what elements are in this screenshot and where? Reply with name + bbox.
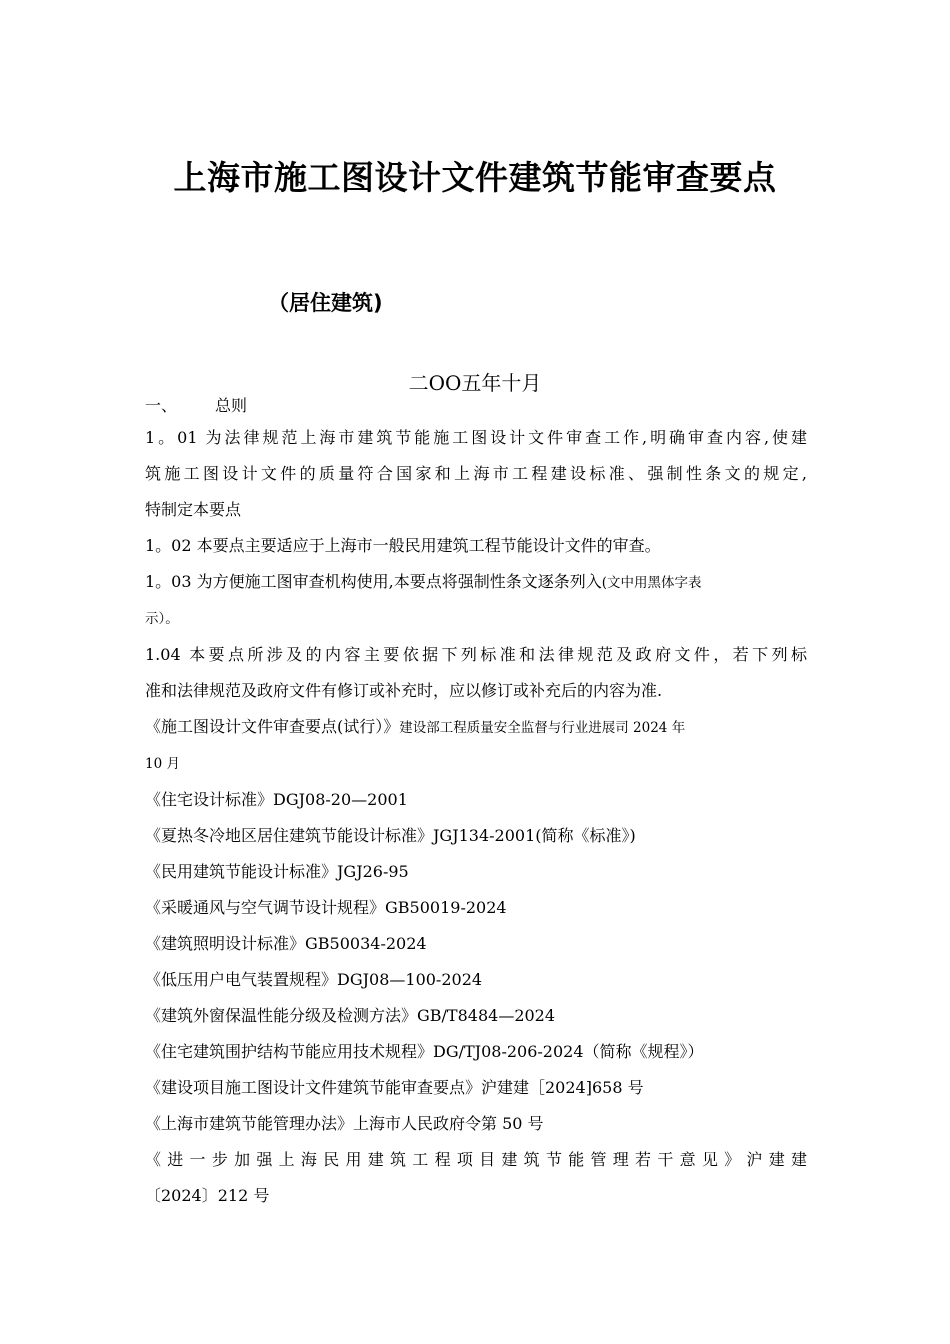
reference-12-line-1: 《进一步加强上海民用建筑工程项目建筑节能管理若干意见》沪建建 (145, 1150, 807, 1169)
clause-1-02: 1。02 本要点主要适应于上海市一般民用建筑工程节能设计文件的审查。 (145, 536, 661, 555)
clause-1-04-line-2: 准和法律规范及政府文件有修订或补充时，应以修订或补充后的内容为准. (145, 681, 663, 700)
reference-9: 《住宅建筑围护结构节能应用技术规程》DG/TJ08-206-2024（简称《规程》） (145, 1042, 704, 1061)
reference-3: 《夏热冬冷地区居住建筑节能设计标准》JGJ134-2001(简称《标准》) (145, 826, 636, 845)
document-title: 上海市施工图设计文件建筑节能审查要点 (173, 158, 777, 197)
reference-1-line-1 (145, 709, 807, 746)
clause-1-04-line-1: 1.04 本要点所涉及的内容主要依据下列标准和法律规范及政府文件，若下列标 (145, 645, 807, 664)
reference-6: 《建筑照明设计标准》GB50034-2024 (145, 934, 427, 953)
document-subtitle: （居住建筑) (268, 291, 383, 315)
document-date: 二OO五年十月 (408, 371, 542, 395)
clause-1-03-note: (文中用黑体字表 (601, 575, 702, 591)
clause-1-03-text: 1。03 为方便施工图审查机构使用,本要点将强制性条文逐条列入 (145, 572, 602, 591)
reference-11: 《上海市建筑节能管理办法》上海市人民政府令第 50 号 (145, 1114, 544, 1133)
clause-1-03-line-1 (145, 564, 807, 601)
section-title: 总则 (215, 396, 248, 415)
clause-1-01-line-3: 特制定本要点 (145, 500, 242, 519)
clause-1-01-line-1: 1。01 为法律规范上海市建筑节能施工图设计文件审查工作,明确审查内容,使建 (145, 428, 807, 447)
reference-8: 《建筑外窗保温性能分级及检测方法》GB/T8484—2024 (145, 1006, 556, 1025)
reference-12-line-2: 〔2024〕212 号 (145, 1186, 270, 1205)
document-body (145, 392, 807, 1214)
reference-2: 《住宅设计标准》DGJ08-20—2001 (145, 790, 408, 809)
section-heading (145, 392, 807, 420)
reference-1-title: 《施工图设计文件审查要点(试行）》 (145, 717, 400, 736)
reference-10: 《建设项目施工图设计文件建筑节能审查要点》沪建建［2024]658 号 (145, 1078, 644, 1097)
reference-1-line-2: 10 月 (145, 756, 180, 772)
reference-1-issuer: 建设部工程质量安全监督与行业进展司 2024 年 (399, 720, 686, 736)
reference-7: 《低压用户电气装置规程》DGJ08—100-2024 (145, 970, 483, 989)
clause-1-03-line-2: 示）。 (145, 611, 179, 627)
reference-5: 《采暖通风与空气调节设计规程》GB50019-2024 (145, 898, 507, 917)
reference-4: 《民用建筑节能设计标准》JGJ26-95 (145, 862, 409, 881)
clause-1-01-line-2: 筑施工图设计文件的质量符合国家和上海市工程建设标准、强制性条文的规定, (145, 464, 807, 483)
section-number: 一、 (145, 396, 178, 415)
